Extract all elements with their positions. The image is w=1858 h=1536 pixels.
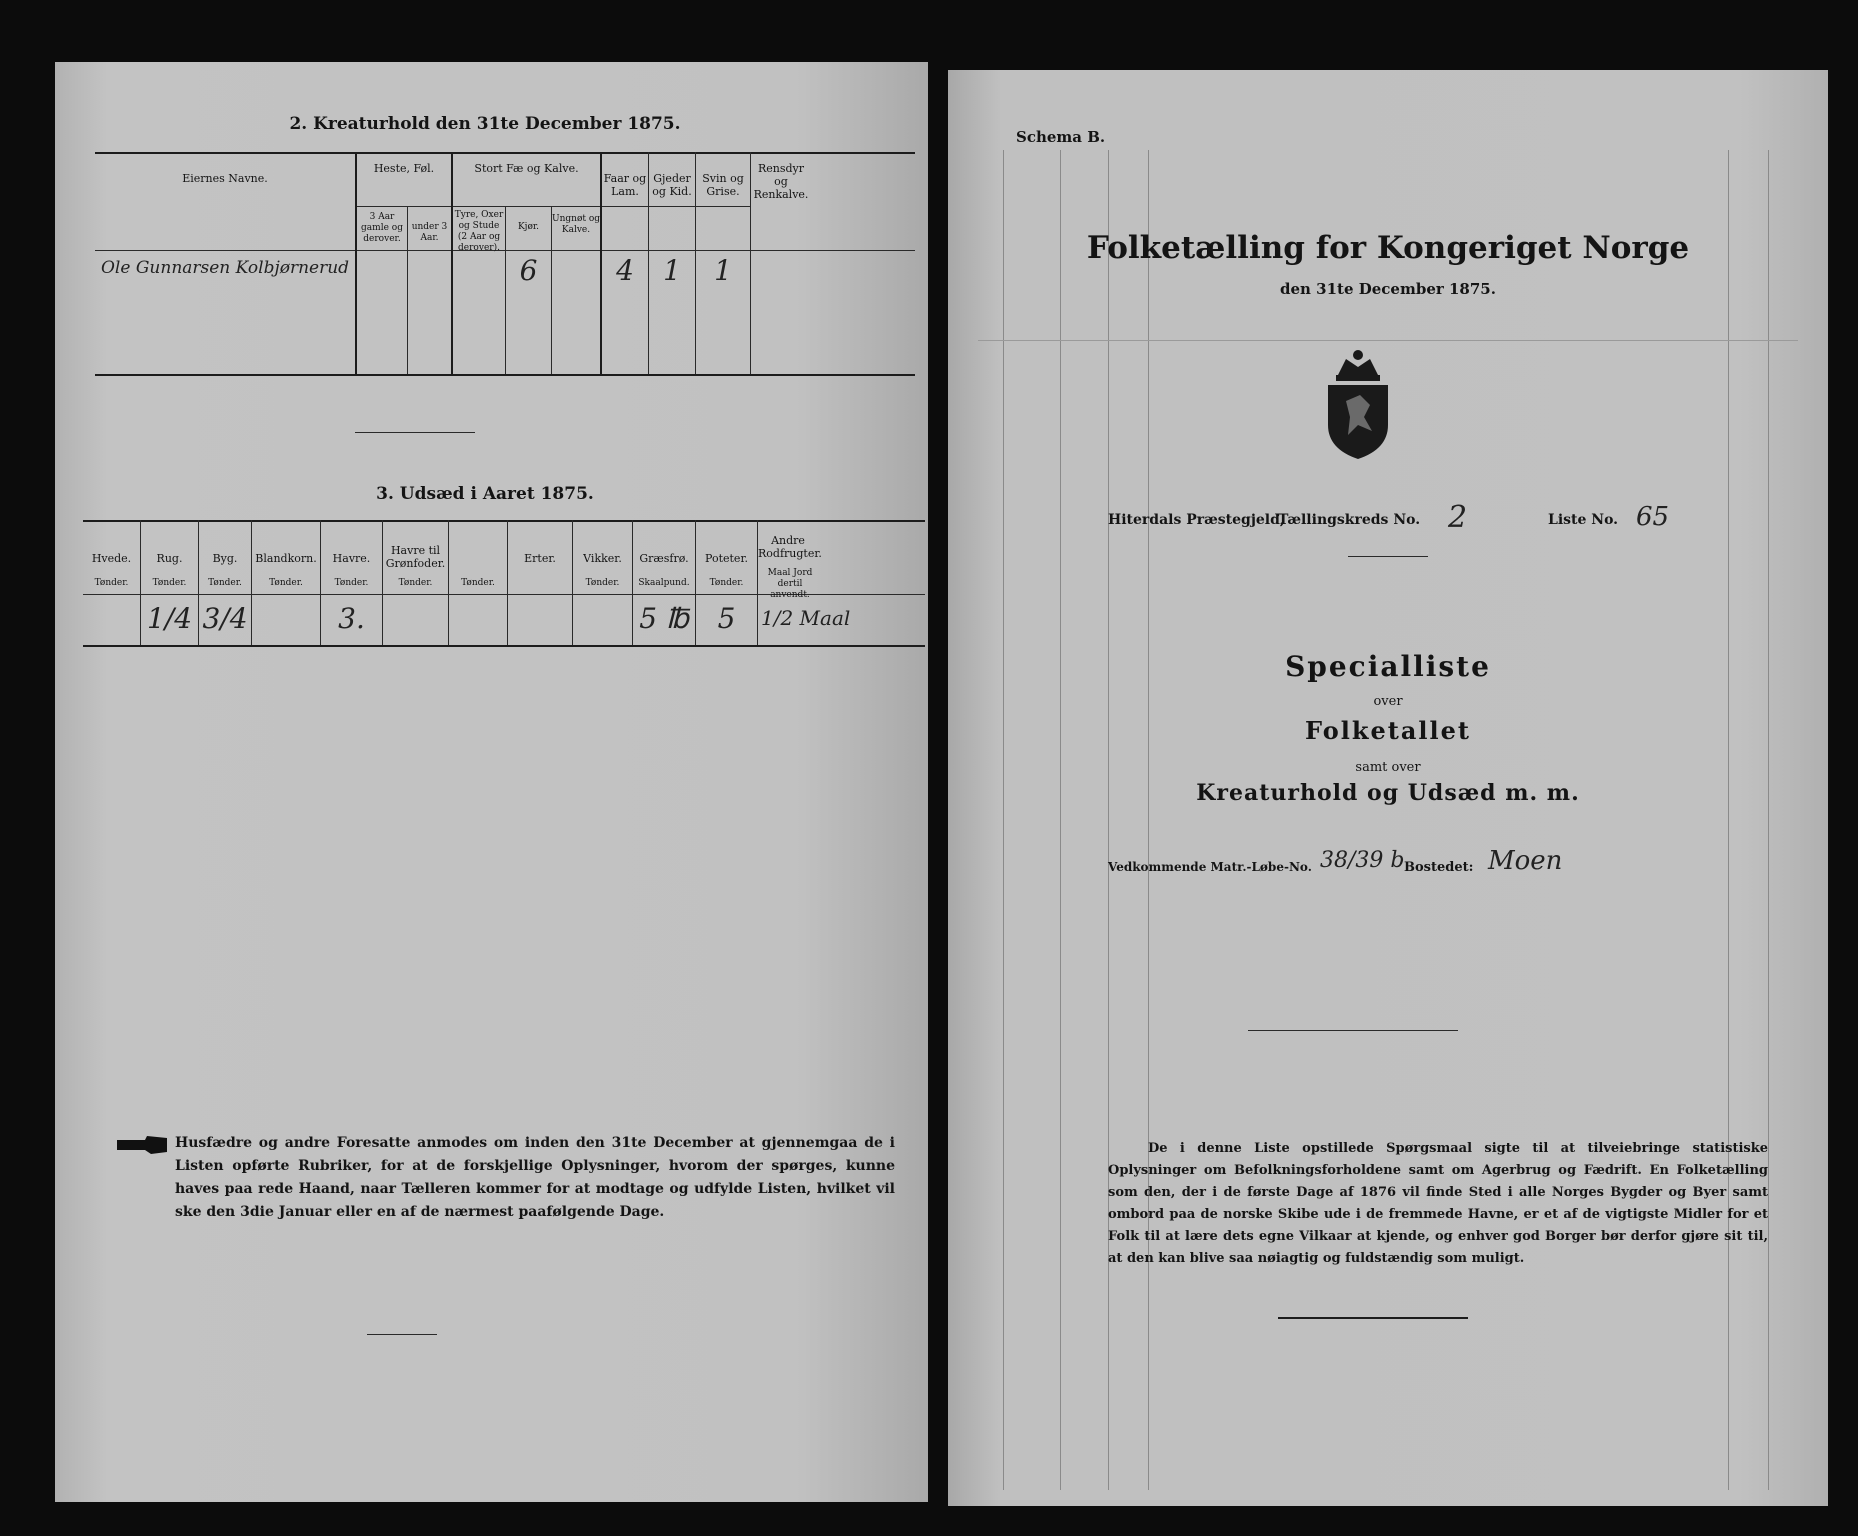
divider <box>1248 1030 1458 1031</box>
divider <box>355 432 475 433</box>
explanation-paragraph: De i denne Liste opstillede Spørgsmaal sigte til at tilveiebringe statistiske Oplysninger om Befolkningsforholdene samt om Agerbrug og Fædrift. En Folketælling som den, der i de første Dage af 1876 vil finde Sted i alle Norges Bygder og Byer samt ombord paa de norske Skibe ude i de fremmede Havne, er et af de vigtigste Midler for et Folk til at lære dets egne Vilkaar at kjende, og enhver god Borger bør derfor gjøre sit til, at den kan blive saa nøiagtig og fuldstændig som muligt. <box>1108 1141 1768 1266</box>
col-horses-under3: under 3 Aar. <box>411 222 448 243</box>
unit-rye: Tønder. <box>152 578 187 588</box>
value-pigs: 1 <box>714 254 732 287</box>
col-oats: Havre. <box>332 552 371 565</box>
value-sheep: 4 <box>616 254 634 287</box>
col-mixed-grain: Blandkorn. <box>255 552 317 565</box>
population-title: Folketallet <box>1305 716 1471 745</box>
col-bulls-oxen: Tyre, Oxer og Stude (2 Aar og derover). <box>454 210 504 253</box>
value-cows: 6 <box>519 254 538 287</box>
main-title: Folketælling for Kongeriget Norge <box>1086 230 1690 266</box>
col-other-roots: Andre Rodfrugter. <box>758 534 822 560</box>
group-horses: Heste, Føl. <box>373 162 435 175</box>
value-potatoes: 5 <box>717 602 736 635</box>
district-label: Tællingskreds No. <box>1278 512 1421 528</box>
schema-label: Schema B. <box>1016 128 1106 146</box>
coat-of-arms-icon <box>1318 345 1398 467</box>
col-peas: Erter. <box>524 552 556 565</box>
value-goats: 1 <box>663 254 681 287</box>
col-reindeer: Rensdyr og Renkalve. <box>753 162 809 201</box>
unit-grass-seed: Skaalpund. <box>638 578 690 588</box>
col-sheep: Faar og Lam. <box>603 172 647 198</box>
bottom-rule <box>367 1334 437 1335</box>
matr-value: 38/39 b <box>1320 848 1405 873</box>
col-horses-3yr: 3 Aar gamle og derover. <box>361 212 403 244</box>
over-1: over <box>1373 694 1403 709</box>
value-grass-seed: 5 ℔ <box>639 602 689 635</box>
main-date: den 31te December 1875. <box>1280 280 1496 298</box>
col-vetch: Vikker. <box>583 552 622 565</box>
section2-title: 2. Kreaturhold den 31te December 1875. <box>289 114 681 134</box>
col-young-cattle: Ungnøt og Kalve. <box>552 214 601 235</box>
unit-col7: Tønder. <box>461 578 495 588</box>
district-number: 2 <box>1448 500 1468 535</box>
value-rye: 1/4 <box>146 602 193 635</box>
section3-title: 3. Udsæd i Aaret 1875. <box>376 484 594 504</box>
col-rye: Rug. <box>156 552 183 565</box>
bottom-rule <box>1278 1317 1468 1319</box>
over-2: samt over <box>1355 760 1421 775</box>
livestock-sowing-title: Kreaturhold og Udsæd m. m. <box>1196 780 1580 806</box>
col-owner-names: Eiernes Navne. <box>182 172 268 185</box>
special-list-title: Specialliste <box>1285 650 1491 683</box>
col-oats-green: Havre til Grønfoder. <box>385 544 446 570</box>
owner-name: Ole Gunnarsen Kolbjørnerud <box>101 258 350 278</box>
unit-oats-green: Tønder. <box>398 578 433 588</box>
notice-text: Husfædre og andre Foresatte anmodes om inden den 31te December at gjennemgaa de i Listen opførte Rubriker, for at de forskjellige Oplysninger, hvorom der spørges, kunne haves paa rede Haand, naar Tælleren kommer for at modtage og udfylde Listen, hvilket vil ske den 3die Januar eller en af de nærmest paafølgende Dage. <box>175 1135 895 1220</box>
unit-other-roots: Maal Jord dertil anvendt. <box>767 568 813 600</box>
group-cattle: Stort Fæ og Kalve. <box>474 162 579 175</box>
left-page <box>55 62 928 1502</box>
parish-label: Hiterdals Præstegjeld, <box>1108 512 1285 528</box>
bosted-value: Moen <box>1488 846 1563 876</box>
col-wheat: Hvede. <box>91 552 132 565</box>
pointing-hand-icon <box>115 1132 169 1162</box>
unit-potatoes: Tønder. <box>709 578 744 588</box>
unit-barley: Tønder. <box>208 578 242 588</box>
col-grass-seed: Græsfrø. <box>639 552 689 565</box>
list-label: Liste No. <box>1548 512 1619 528</box>
right-page <box>948 70 1828 1506</box>
unit-vetch: Tønder. <box>585 578 620 588</box>
unit-wheat: Tønder. <box>94 578 129 588</box>
col-barley: Byg. <box>212 552 238 565</box>
col-pigs: Svin og Grise. <box>702 172 744 198</box>
bosted-label: Bostedet: <box>1404 860 1474 875</box>
divider <box>1348 556 1428 557</box>
col-potatoes: Poteter. <box>705 552 748 565</box>
unit-oats: Tønder. <box>334 578 369 588</box>
list-number: 65 <box>1636 502 1670 532</box>
value-oats: 3. <box>338 602 365 635</box>
col-cows: Kjør. <box>517 222 540 232</box>
matr-label: Vedkommende Matr.-Løbe-No. <box>1108 860 1312 874</box>
col-goats: Gjeder og Kid. <box>652 172 692 198</box>
value-other-roots: 1/2 Maal <box>761 606 851 630</box>
unit-mixed-grain: Tønder. <box>269 578 303 588</box>
value-barley: 3/4 <box>202 602 248 635</box>
